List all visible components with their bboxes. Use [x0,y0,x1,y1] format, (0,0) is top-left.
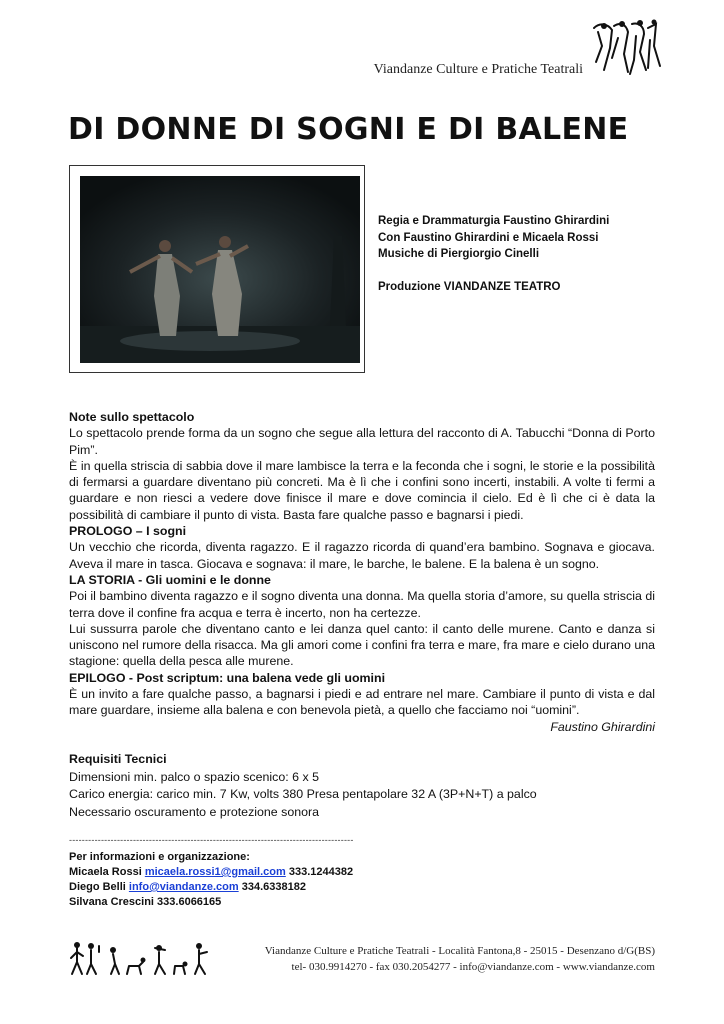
section-heading: PROLOGO – I sogni [69,524,187,539]
credit-line: Produzione VIANDANZE TEATRO [378,281,561,293]
contacts-heading: Per informazioni e organizzazione: [69,851,250,863]
photo-frame [69,165,365,373]
tech-line: Carico energia: carico min. 7 Kw, volts 380 Presa pentapolare 32 A (3P+N+T) a palco [69,787,537,801]
contact-row [69,865,353,880]
signature: Faustino Ghirardini [550,719,655,734]
contact-name: Micaela Rossi [69,866,145,878]
tech-line: Dimensioni min. palco o spazio scenico: 6 x 5 [69,769,319,784]
page-title: DI DONNE DI SOGNI E DI BALENE [68,112,629,147]
header-org-name: Viandanze Culture e Pratiche Teatrali [373,62,583,77]
footer-contact [265,943,655,975]
email-link[interactable]: info@viandanze.com [128,881,239,893]
paragraph: È un invito a fare qualche passo, a bagnarsi i piedi e ad entrare nel mare. Cambiare il punto di vista e dal mare guardare, insieme alla balena e con benevola pietà, a quello che facciamo noi “uomini”. [69,687,655,718]
contact-row: Silvana Crescini 333.6066165 [69,896,222,908]
paragraph: È in quella striscia di sabbia dove il mare lambisce la terra e la feconda che i sogni, le storie e la possibilità di fermarsi a guardare diventano più concreti. Ma è lì che i confini sono incerti, instabili. A volte ti fermi a guardare e non riesci a vedere dove finisce il mare e dove comincia il cielo. Ed è lì che ci è data la possibilità di cambiare il punto di vista. Basta fare qualche passo e bagnarsi i piedi. [69,458,655,522]
credit-line: Con Faustino Ghirardini e Micaela Rossi [378,231,599,244]
walking-figures-icon [69,940,217,978]
paragraph: Un vecchio che ricorda, diventa ragazzo. E il ragazzo ricorda di quand’era bambino. Sognava e giocava. Aveva il mare in tasca. Giocava e sognava: il mare, le barche, le balene. E la balena è un sogno. [69,540,655,571]
tech-line: Necessario oscuramento e protezione sonora [69,804,320,819]
section-heading: EPILOGO - Post scriptum: una balena vede gli uomini [69,670,386,685]
contact-name: Diego Belli [69,881,129,893]
footer-address: Viandanze Culture e Pratiche Teatrali - Località Fantona,8 - 25015 - Desenzano d/G(BS) [264,945,655,957]
contact-phone: 334.6338182 [238,881,306,893]
credit-line: Regia e Drammaturgia Faustino Ghirardini [378,215,610,227]
email-link[interactable]: micaela.rossi1@gmail.com [144,866,286,878]
paragraph: Lo spettacolo prende forma da un sogno che segue alla lettura del racconto di A. Tabucchi “Donna di Porto Pim”. [69,426,655,457]
contacts-block [69,850,353,910]
dancers-logo-icon [590,18,662,78]
body-text [69,409,655,735]
footer-phones: tel- 030.9914270 - fax 030.2054277 - info@viandanze.com - www.viandanze.com [291,961,655,973]
contact-phone: 333.1244382 [285,866,354,878]
paragraph: Lui sussurra parole che diventano canto e lei danza quel canto: il canto delle murene. Canto e danza si uniscono nel rumore della risacca. Ma gli amori come i confini fra terra e mare, fra mare e cielo durano una stagione: quella della pesca alle murene. [69,621,655,669]
paragraph: Poi il bambino diventa ragazzo e il sogno diventa una donna. Ma quella storia d’amore, su quella striscia di terra dove il confine fra acqua e terra è incerto, non ha certezze. [69,589,655,620]
section-heading: Requisiti Tecnici [69,752,167,766]
stage-photo [80,176,360,363]
credit-line: Musiche di Piergiorgio Cinelli [378,248,540,260]
credits-block [378,213,609,296]
tech-requirements [69,751,537,821]
section-heading: Note sullo spettacolo [69,410,195,424]
dashed-divider: ----------------------------------------------------------------------------------------- [69,835,354,845]
section-heading: LA STORIA - Gli uomini e le donne [69,572,271,587]
contact-row [69,880,353,895]
